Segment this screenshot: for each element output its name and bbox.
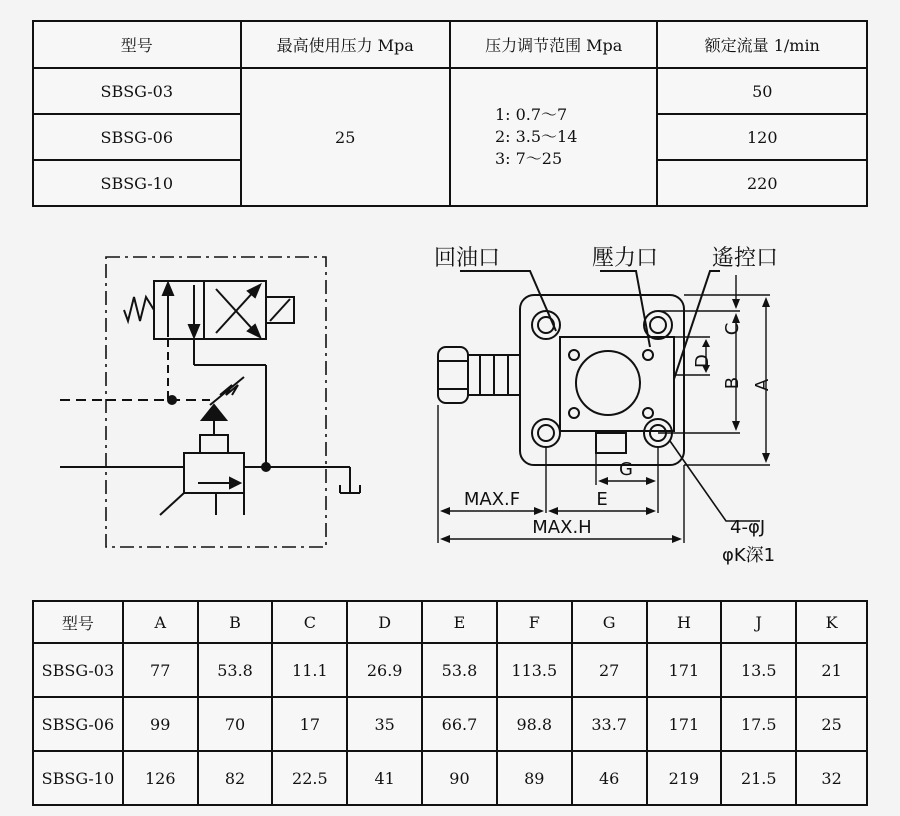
- spec-flow: 50: [657, 68, 867, 114]
- callout-return-port: 回油口: [434, 246, 501, 271]
- table-cell: 17: [272, 697, 347, 751]
- table-cell: 46: [572, 751, 647, 805]
- callout-hole-depth: φK深1: [722, 545, 776, 566]
- range-line: 1: 0.7～7: [494, 105, 568, 124]
- table-cell: 90: [422, 751, 497, 805]
- table-cell: 26.9: [347, 643, 422, 697]
- table-row: [33, 751, 867, 805]
- callout-remote-port: 遙控口: [712, 246, 779, 271]
- spec-model: SBSG-10: [33, 160, 241, 206]
- dim-d: D: [692, 354, 713, 368]
- spec-row: [33, 68, 867, 114]
- adjust-knob: [438, 347, 468, 403]
- dim-header-row: [33, 601, 867, 643]
- table-cell: 98.8: [497, 697, 572, 751]
- dim-header: A: [123, 601, 198, 643]
- spec-max-pressure: 25: [241, 68, 450, 206]
- spec-header-row: [33, 21, 867, 68]
- table-cell: 171: [647, 697, 722, 751]
- range-line: 3: 7～25: [494, 149, 563, 168]
- spec-header-rated-flow: 额定流量 1/min: [657, 21, 867, 68]
- dim-c: C: [722, 322, 743, 336]
- spec-model: SBSG-03: [33, 68, 241, 114]
- dim-header: H: [647, 601, 722, 643]
- table-cell: 66.7: [422, 697, 497, 751]
- dim-header: E: [422, 601, 497, 643]
- dim-max-h: MAX.H: [532, 517, 592, 538]
- spec-pressure-ranges: [450, 68, 658, 206]
- dim-header: C: [272, 601, 347, 643]
- table-cell: 82: [198, 751, 273, 805]
- dim-header: J: [721, 601, 796, 643]
- table-cell: 33.7: [572, 697, 647, 751]
- hydraulic-symbol: [60, 245, 380, 565]
- table-cell: 171: [647, 643, 722, 697]
- table-cell: 17.5: [721, 697, 796, 751]
- table-cell: 21.5: [721, 751, 796, 805]
- callout-pressure-port: 壓力口: [592, 246, 659, 271]
- dim-e: E: [596, 489, 608, 510]
- table-cell: 21: [796, 643, 867, 697]
- dim-header: D: [347, 601, 422, 643]
- callout-holes: 4-φJ: [730, 517, 766, 538]
- range-line: 2: 3.5～14: [494, 127, 578, 146]
- table-row: [33, 697, 867, 751]
- table-cell: 53.8: [198, 643, 273, 697]
- spec-flow: 120: [657, 114, 867, 160]
- dim-header: K: [796, 601, 867, 643]
- spec-header-max-pressure: 最高使用压力 Mpa: [241, 21, 450, 68]
- dim-max-f: MAX.F: [463, 489, 521, 510]
- table-cell: 32: [796, 751, 867, 805]
- table-cell: 22.5: [272, 751, 347, 805]
- table-cell: 113.5: [497, 643, 572, 697]
- spec-header-model: 型号: [33, 21, 241, 68]
- table-cell: 35: [347, 697, 422, 751]
- spec-table: [32, 20, 868, 207]
- dim-header: B: [198, 601, 273, 643]
- table-cell: 41: [347, 751, 422, 805]
- spec-model: SBSG-06: [33, 114, 241, 160]
- valve-body: [520, 295, 684, 465]
- table-cell: 53.8: [422, 643, 497, 697]
- dim-a: A: [752, 378, 773, 392]
- table-cell: 99: [123, 697, 198, 751]
- main-spool: [184, 453, 244, 493]
- table-cell: 11.1: [272, 643, 347, 697]
- table-cell: SBSG-03: [33, 643, 123, 697]
- table-cell: 13.5: [721, 643, 796, 697]
- table-cell: 126: [123, 751, 198, 805]
- table-cell: SBSG-06: [33, 697, 123, 751]
- table-cell: 89: [497, 751, 572, 805]
- table-cell: 70: [198, 697, 273, 751]
- dimension-table: [32, 600, 868, 806]
- spec-flow: 220: [657, 160, 867, 206]
- dim-header: G: [572, 601, 647, 643]
- table-cell: 25: [796, 697, 867, 751]
- table-cell: SBSG-10: [33, 751, 123, 805]
- table-row: [33, 643, 867, 697]
- spec-header-pressure-range: 压力调节范围 Mpa: [450, 21, 658, 68]
- spring: [124, 297, 154, 321]
- table-cell: 27: [572, 643, 647, 697]
- dim-b: B: [722, 376, 743, 390]
- outline-drawing: [420, 235, 820, 575]
- table-cell: 77: [123, 643, 198, 697]
- dim-header: F: [497, 601, 572, 643]
- dim-header: 型号: [33, 601, 123, 643]
- dim-g: G: [619, 459, 633, 480]
- table-cell: 219: [647, 751, 722, 805]
